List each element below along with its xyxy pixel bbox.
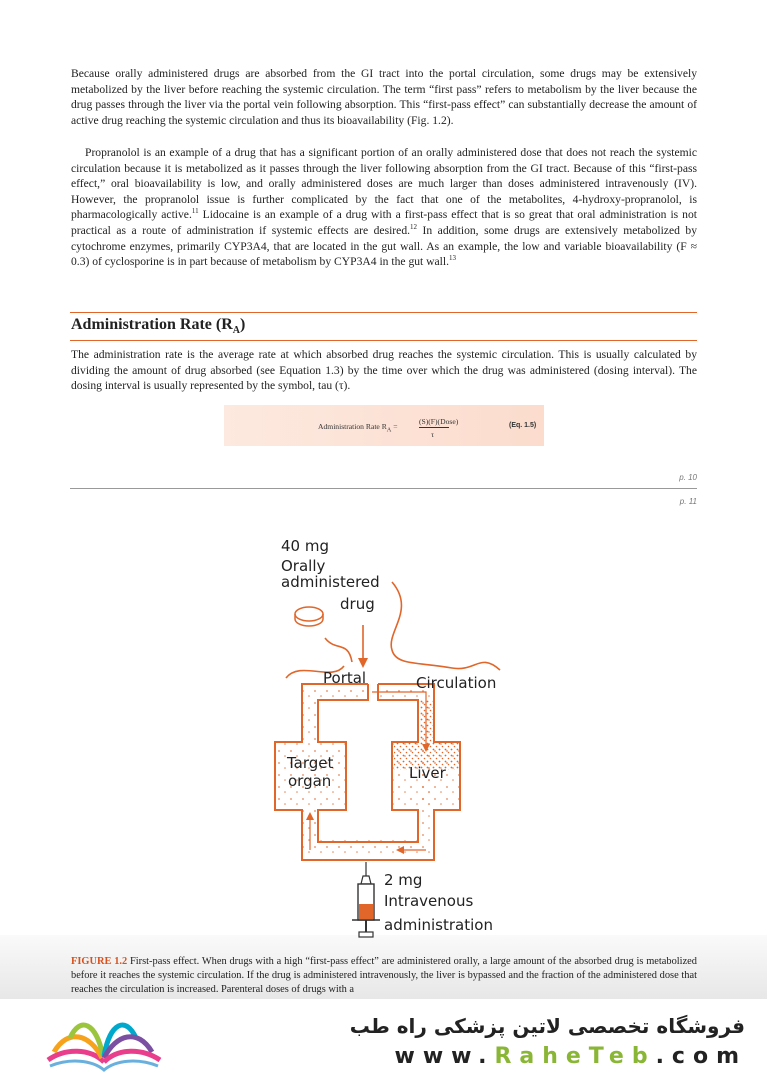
oral-route [286, 582, 500, 678]
section-rule-bottom [70, 340, 697, 341]
pill-icon [295, 607, 323, 626]
store-footer [0, 1000, 767, 1080]
paragraph-text: Lidocaine is an example of a drug with a first-pass effect that is so great that oral administration is not practical as a route of administration if systemic effects are desired. [71, 208, 697, 237]
figure-caption [71, 955, 697, 998]
circulation-label: Circulation [416, 674, 497, 692]
page-break-rule [70, 488, 697, 489]
liver-label: Liver [409, 764, 446, 782]
equation-numerator: (S)(F)(Dose) [419, 417, 459, 426]
drug-label: drug [340, 595, 375, 613]
fraction-bar [419, 427, 449, 428]
page-number-next: p. 11 [679, 497, 697, 506]
section-heading: Administration Rate $(R_A)$ [71, 316, 246, 337]
portal-label: Portal [323, 669, 367, 687]
iv-dose-label: 2 mg [384, 871, 423, 889]
intro-paragraph: Because orally administered drugs are absorbed from the GI tract into the portal circulation, some drugs may be extensively metabolized by the liver before reaching the systemic circulation. The term “first pass” refers to metabolism by the liver because the drug passes through the liver via the portal vein following absorption. This “first-pass effect” can substantially decrease the amount of active drug reaching the systemic circulation and thus its bioavailability (Fig. 1.2). [71, 67, 697, 127]
first-pass-figure [0, 520, 767, 940]
administered-label: administered [281, 573, 380, 591]
propranolol-paragraph [71, 145, 697, 270]
caption-text: First-pass effect. When drugs with a high “first-pass effect” are administered orally, a large amount of the absorbed drug is metabolized before it reaches the systemic circulation. If the drug is administered intravenously, the liver is bypassed and the fraction of the administered dose that reaches the circulation is increased. Parenteral doses of drugs with a [71, 956, 697, 996]
book-logo-icon [40, 1008, 170, 1076]
administration-rate-paragraph: The administration rate is the average rate at which absorbed drug reaches the systemic circulation. This is usually calculated by dividing the amount of drug absorbed (see Equation 1.3) by the time over which the drug was administered (dosing interval). The dosing interval is usually represented by the symbol, tau (τ). [71, 348, 697, 393]
paragraph-text: In addition, some drugs are extensively metabolized by cytochrome enzymes, primarily CYP3A4, that are located in the gut wall. As an example, the low and variable bioavailability (F ≈ 0.3) of cyclosporine is in part because of metabolism by CYP3A4 in the gut wall. [71, 223, 697, 269]
equation-denominator: τ [431, 430, 435, 439]
paragraph-text: Propranolol is an example of a drug that has a significant portion of an orally administered dose that does not reach the systemic circulation because it is metabolized as it passes through the liver following absorption from the GI tract. Because of this “first-pass effect,” oral bioavailability is low, and orally administered doses are much larger than doses administered intravenously (IV). However, the propranolol issue is further complicated by the fact that one of the metabolites, 4-hydroxy-propranolol, is pharmacologically active. [71, 146, 697, 222]
section-rule-top [70, 312, 697, 313]
intravenous-label: Intravenous [384, 892, 474, 910]
oral-dose-label: 40 mg [281, 537, 329, 555]
equation-lhs: Administration Rate $R_A$ = [318, 422, 398, 434]
store-name: فروشگاه تخصصی لاتین پزشکی راه طب [349, 1014, 745, 1038]
target-label: Target [287, 754, 334, 772]
caption-label: FIGURE 1.2 [71, 956, 128, 967]
reference-11: 11 [191, 207, 199, 216]
equation-number: (Eq. 1.5) [509, 422, 537, 429]
reference-13: 13 [449, 254, 457, 263]
store-url[interactable]: www.RaheTeb.com [394, 1044, 747, 1069]
syringe-icon [352, 862, 380, 937]
equation-box [224, 405, 544, 446]
reference-12: 12 [410, 223, 418, 232]
page-number-prev: p. 10 [679, 473, 697, 482]
iv-administration-label: administration [384, 916, 493, 934]
oral-label: Orally [281, 557, 326, 575]
organ-label: organ [288, 772, 332, 790]
